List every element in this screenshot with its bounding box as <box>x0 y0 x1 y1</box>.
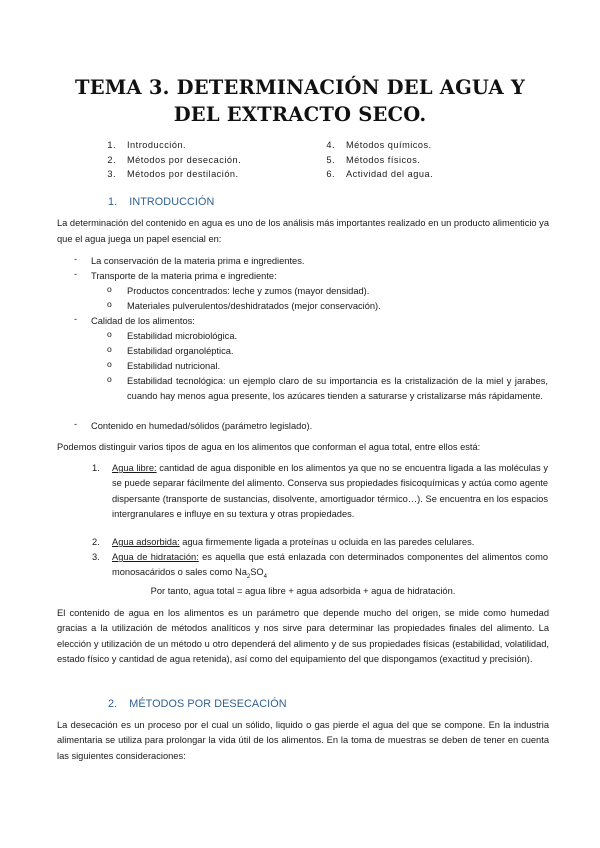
list-subitem: Estabilidad nutricional. <box>127 361 221 371</box>
list-subitem: Materiales pulverulentos/deshidratados (mejor conservación). <box>127 301 381 311</box>
toc-item: 5. Métodos físicos. <box>326 154 421 165</box>
list-subitem: Estabilidad microbiológica. <box>127 331 238 341</box>
bullet-marker: o <box>107 284 112 294</box>
dash-marker: - <box>74 314 78 324</box>
term: Agua de hidratación: <box>112 552 199 562</box>
toc-item: 1. Introducción. <box>107 140 187 150</box>
term: Agua libre: <box>112 463 157 473</box>
list-subitem: Estabilidad organoléptica. <box>127 346 234 356</box>
bullet-marker: o <box>107 329 112 339</box>
toc-item: 3. Métodos por destilación. <box>107 169 239 180</box>
title-line-1: TEMA 3. DETERMINACIÓN DEL AGUA Y <box>75 76 525 99</box>
list-item: La conservación de la materia prima e ingredientes. <box>91 256 305 266</box>
toc-item: 4. Métodos químicos. <box>326 140 432 150</box>
list-number: 3. <box>92 552 100 562</box>
water-type-item: Agua de hidratación: es aquella que está enlazada con determinados componentes del alimentos como monosacáridos o sales como $Na_2SO_4$ <box>112 552 548 581</box>
bullet-marker: o <box>107 374 112 384</box>
formula: Por tanto, agua total = agua libre + agua adsorbida + agua de hidratación. <box>150 586 456 596</box>
dash-marker: - <box>74 254 78 264</box>
list-subitem: Productos concentrados: leche y zumos (mayor densidad). <box>127 286 370 296</box>
section-1-intro: La determinación del contenido en agua es uno de los análisis más importantes realizado en un producto alimenticio ya que el agua juega un papel esencial en: <box>57 218 550 244</box>
document-title <box>40 74 560 128</box>
toc-right-column <box>315 138 433 182</box>
toc-item: 6. Actividad del agua. <box>326 169 434 180</box>
bullet-marker: o <box>107 299 112 309</box>
water-types-intro: Podemos distinguir varios tipos de agua en los alimentos que conforman el agua total, entre ellos está: <box>57 442 481 452</box>
list-item: Transporte de la materia prima e ingrediente: <box>91 271 277 281</box>
section-1-heading: 1. INTRODUCCIÓN <box>108 196 215 208</box>
term: Agua adsorbida: <box>112 537 180 547</box>
list-subitem: Estabilidad tecnológica: un ejemplo claro de su importancia es la cristalización de la miel y jarabes, cuando hay menos agua presente, los azúcares tienden a saturarse y cristalizarse más rápidamente. <box>127 376 548 401</box>
list-number: 1. <box>92 463 100 473</box>
bullet-marker: o <box>107 344 112 354</box>
section-1-closing: El contenido de agua en los alimentos es un parámetro que depende mucho del origen, se mide como humedad gracias a la utilización de métodos analíticos y nos sirve para determinar las propiedades finales del alimento. La elección y utilización de un método u otro dependerá del alimento y de sus propiedades físicas (estabilidad, volatilidad, estado físico y cantidad de agua retenida), así como del equipamiento del que dispongamos (exactitud y precisión). <box>57 608 549 664</box>
dash-marker: - <box>74 269 78 279</box>
toc-item: 2. Métodos por desecación. <box>107 154 242 165</box>
section-2-intro: La desecación es un proceso por el cual un sólido, liquido o gas pierde el agua del que se compone. En la industria alimentaria se utiliza para prolongar la vida útil de los alimentos. En la toma de muestras se deben de tener en cuenta las siguientes consideraciones: <box>57 720 549 761</box>
list-number: 2. <box>92 537 100 547</box>
title-line-2: DEL EXTRACTO SECO. <box>173 103 427 126</box>
dash-marker: - <box>74 419 78 429</box>
list-item: Contenido en humedad/sólidos (parámetro legislado). <box>91 421 313 431</box>
water-type-item: Agua libre: cantidad de agua disponible en los alimentos ya que no se encuentra ligada a las moléculas y se puede separar fácilmente del alimento. Conserva sus propiedades fisicoquímicas y actúa como agente dispersante (transporte de sustancias, disolvente, amortiguador térmico…). Se encuentra en los espacios intergranulares e influye en su textura y otras propiedades. <box>112 463 548 520</box>
water-type-item: Agua adsorbida: agua firmemente ligada a proteínas u ocluida en las paredes celulares. <box>112 537 475 547</box>
bullet-marker: o <box>107 359 112 369</box>
list-item: Calidad de los alimentos: <box>91 316 195 326</box>
toc-left-column <box>96 138 241 182</box>
section-2-heading: 2. MÉTODOS POR DESECACIÓN <box>108 698 287 710</box>
